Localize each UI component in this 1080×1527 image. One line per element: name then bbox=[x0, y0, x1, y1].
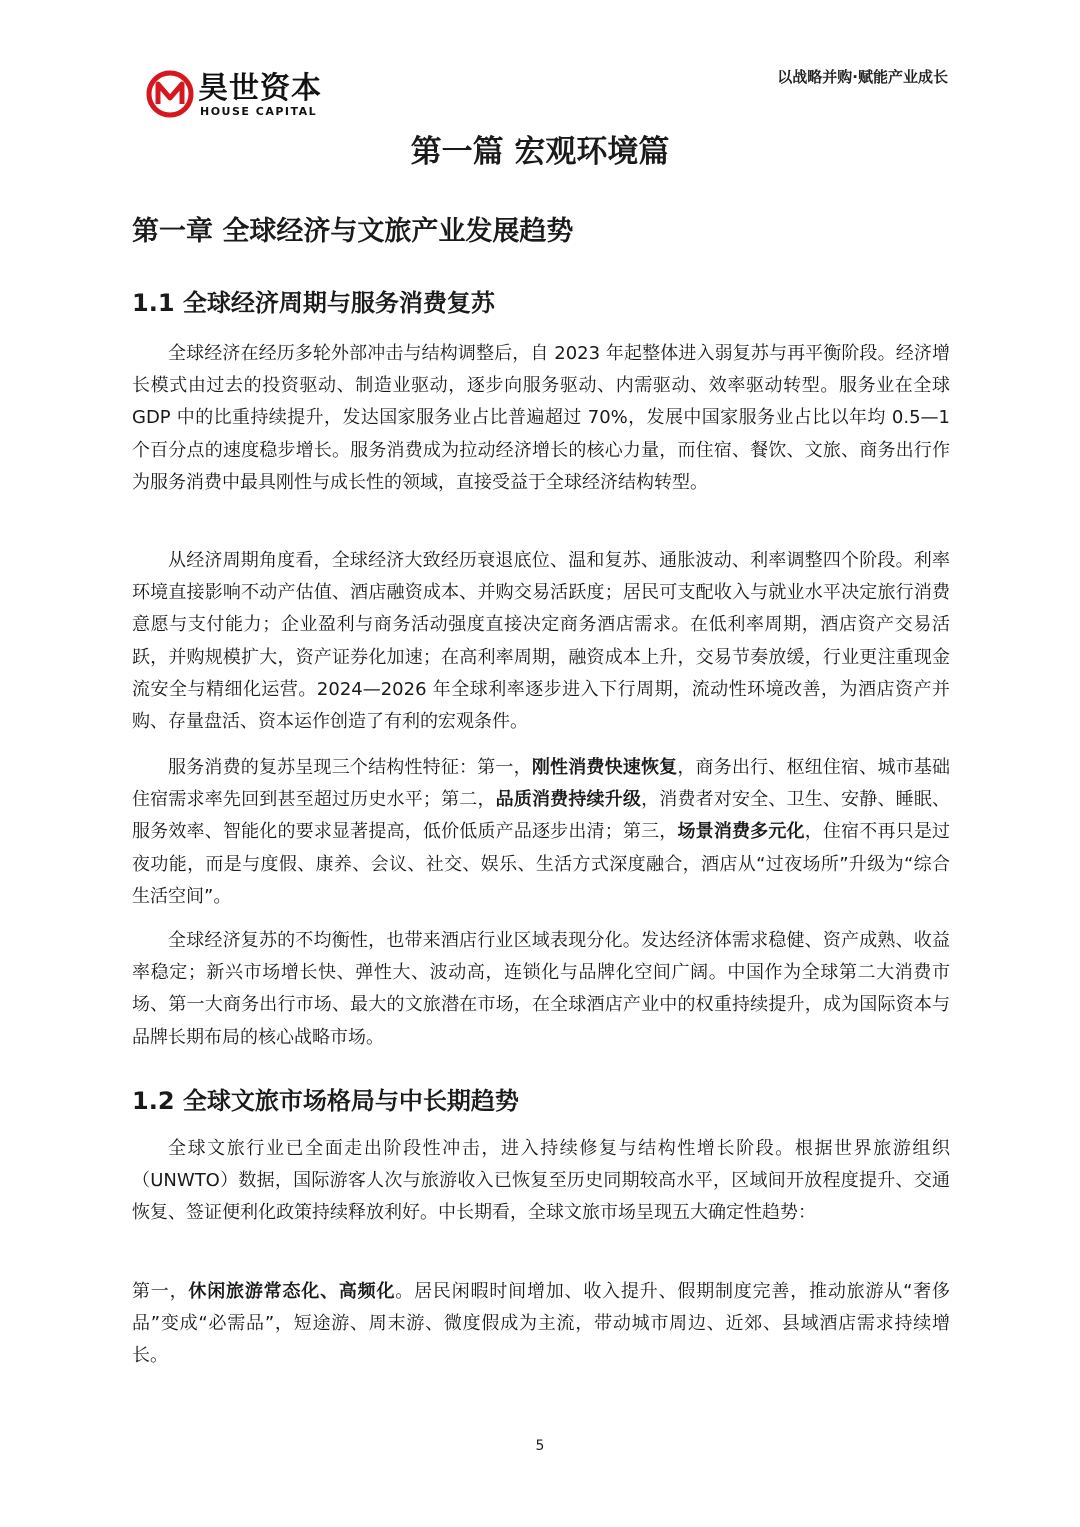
text-run: ，商务出行、枢纽住宿、城市基础住宿需求率先回到甚至超过历史水平；第二， bbox=[132, 757, 951, 811]
logo-english-name: HOUSE CAPITAL bbox=[200, 105, 318, 118]
text-run: 。居民闲暇时间增加、收入提升、假期制度完善，推动旅游从“奢侈品”变成“必需品”，短途游、周末游、微度假成为主流，带动城市周边、近郊、县域酒店需求持续增长。 bbox=[132, 1281, 951, 1367]
text-run: ，住宿不再只是过夜功能，而是与度假、康养、会议、社交、娱乐、生活方式深度融合，酒店从“过夜场所”升级为“综合生活空间”。 bbox=[132, 821, 951, 907]
chapter-title: 第一章 全球经济与文旅产业发展趋势 bbox=[132, 216, 574, 247]
company-logo bbox=[146, 70, 322, 120]
header-slogan: 以战略并购·赋能产业成长 bbox=[777, 68, 948, 86]
page-number: 5 bbox=[535, 1438, 545, 1454]
emphasis-scene-diversification: 场景消费多元化 bbox=[677, 821, 805, 843]
emphasis-quality-upgrade: 品质消费持续升级 bbox=[495, 789, 642, 811]
emphasis-rigid-consumption: 刚性消费快速恢复 bbox=[531, 757, 678, 778]
section-1-2-title: 1.2 全球文旅市场格局与中长期趋势 bbox=[132, 1087, 519, 1115]
section-1-1-paragraph-4: 全球经济复苏的不均衡性，也带来酒店行业区域表现分化。发达经济体需求稳健、资产成熟、收益率稳定；新兴市场增长快、弹性大、波动高，连锁化与品牌化空间广阔。中国作为全球第二大消费市场、第一大商务出行市场、最大的文旅潜在市场，在全球酒店产业中的权重持续提升，成为国际资本与品牌长期布局的核心战略市场。 bbox=[132, 930, 950, 1048]
text-run: ，消费者对安全、卫生、安静、睡眠、服务效率、智能化的要求显著提高，低价低质产品逐步出清；第三， bbox=[132, 789, 951, 843]
page-header bbox=[0, 0, 1080, 130]
part-title: 第一篇 宏观环境篇 bbox=[410, 134, 670, 170]
text-run: 第一， bbox=[132, 1281, 189, 1302]
logo-chinese-name: 昊世资本 bbox=[198, 71, 322, 106]
section-1-2-paragraph-1: 全球文旅行业已全面走出阶段性冲击，进入持续修复与结构性增长阶段。根据世界旅游组织（UNWTO）数据，国际游客人次与旅游收入已恢复至历史同期较高水平，区域间开放程度提升、交通恢复、签证便利化政策持续释放利好。中长期看，全球文旅市场呈现五大确定性趋势： bbox=[132, 1138, 950, 1224]
house-capital-logo-icon bbox=[146, 70, 194, 118]
section-1-1-paragraph-1: 全球经济在经历多轮外部冲击与结构调整后，自 2023 年起整体进入弱复苏与再平衡阶段。经济增长模式由过去的投资驱动、制造业驱动，逐步向服务驱动、内需驱动、效率驱动转型。服务业在全球 GDP 中的比重持续提升，发达国家服务业占比普遍超过 70%，发展中国家服务业占比以年均 0.5—1 个百分点的速度稳步增长。服务消费成为拉动经济增长的核心力量，而住宿、餐饮、文旅、商务出行作为服务消费中最具刚性与成长性的领域，直接受益于全球经济结构转型。 bbox=[132, 343, 950, 493]
emphasis-leisure-travel: 休闲旅游常态化、高频化 bbox=[188, 1281, 396, 1302]
section-1-2-paragraph-2 bbox=[132, 1276, 950, 1373]
section-1-1-title: 1.1 全球经济周期与服务消费复苏 bbox=[132, 289, 495, 317]
section-1-1-paragraph-3 bbox=[132, 752, 950, 913]
text-run: 服务消费的复苏呈现三个结构性特征：第一， bbox=[168, 757, 532, 778]
section-1-1-paragraph-2: 从经济周期角度看，全球经济大致经历衰退底位、温和复苏、通胀波动、利率调整四个阶段。利率环境直接影响不动产估值、酒店融资成本、并购交易活跃度；居民可支配收入与就业水平决定旅行消费意愿与支付能力；企业盈利与商务活动强度直接决定商务酒店需求。在低利率周期，酒店资产交易活跃，并购规模扩大，资产证券化加速；在高利率周期，融资成本上升，交易节奏放缓，行业更注重现金流安全与精细化运营。2024—2026 年全球利率逐步进入下行周期，流动性环境改善，为酒店资产并购、存量盘活、资本运作创造了有利的宏观条件。 bbox=[132, 550, 950, 733]
